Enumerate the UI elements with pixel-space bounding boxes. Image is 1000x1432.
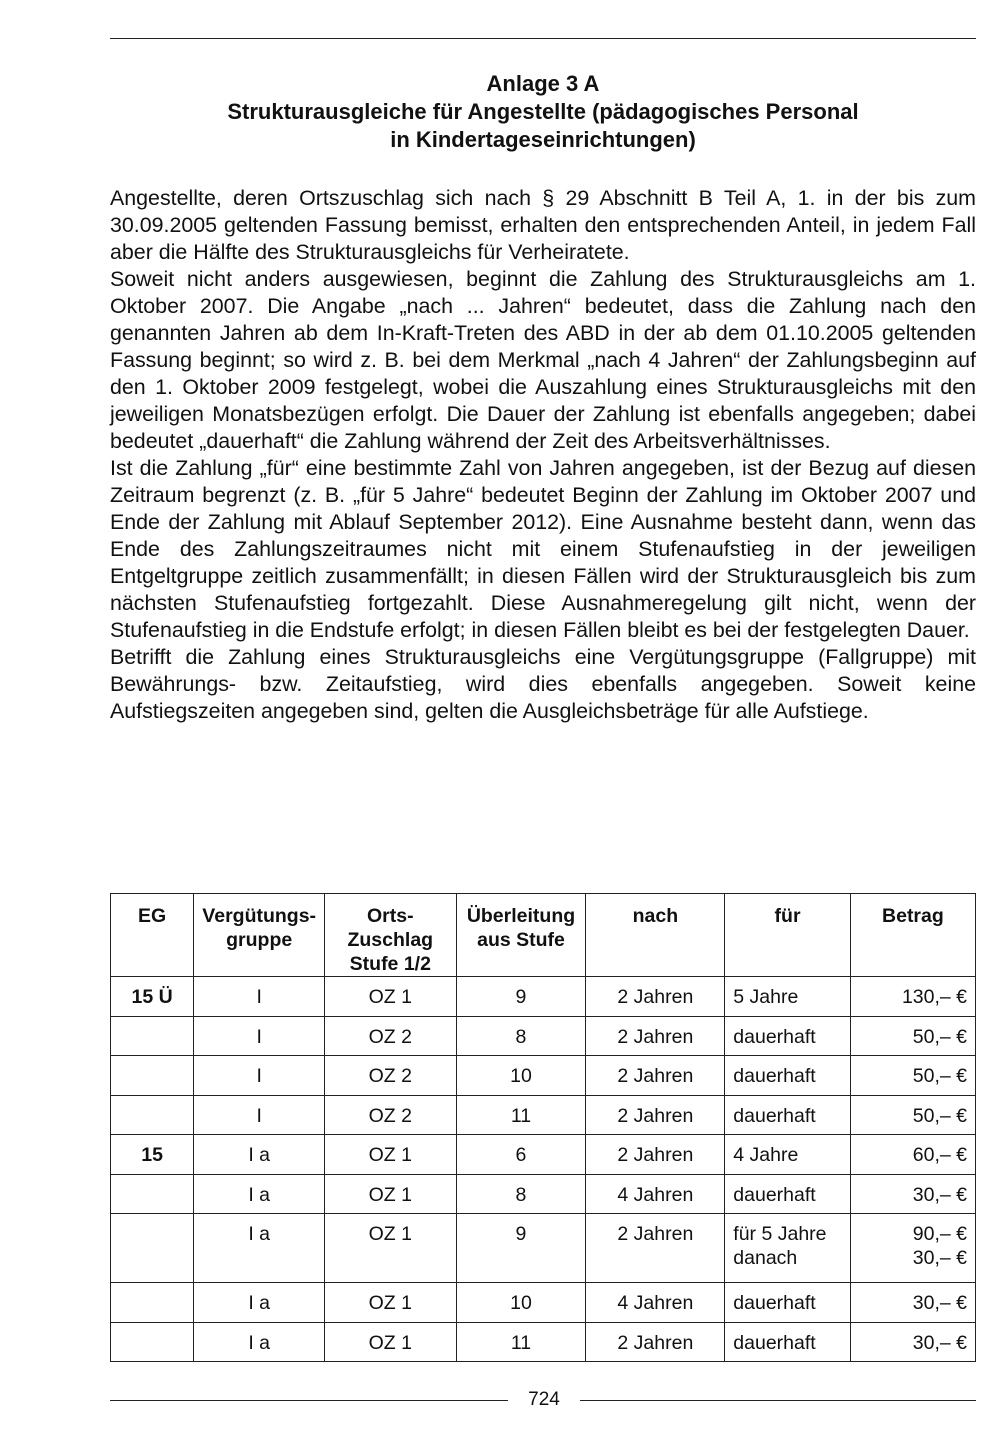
cell-ortszuschlag: OZ 1	[325, 1283, 456, 1323]
header-ueberleitung: Überleitung aus Stufe	[456, 894, 586, 977]
cell-ortszuschlag: OZ 2	[325, 1016, 456, 1056]
title-line-2: Strukturausgleiche für Angestellte (pädagogisches Personal	[227, 99, 859, 124]
cell-eg	[111, 1174, 194, 1214]
top-rule	[110, 38, 976, 39]
table-row	[111, 1056, 976, 1096]
cell-verguetungsgruppe: I a	[194, 1214, 325, 1283]
cell-nach: 2 Jahren	[586, 1322, 725, 1362]
cell-betrag	[850, 1214, 975, 1283]
cell-fuer: dauerhaft	[725, 1322, 851, 1362]
table-row	[111, 1283, 976, 1323]
table-row	[111, 1095, 976, 1135]
cell-verguetungsgruppe: I a	[194, 1283, 325, 1323]
table-row	[111, 1135, 976, 1175]
cell-eg	[111, 1283, 194, 1323]
cell-stufe: 6	[456, 1135, 586, 1175]
cell-eg: 15	[111, 1135, 194, 1175]
table-row	[111, 1214, 976, 1283]
cell-eg	[111, 1056, 194, 1096]
header-betrag: Betrag	[850, 894, 975, 977]
header-fuer: für	[725, 894, 851, 977]
cell-ortszuschlag: OZ 1	[325, 1174, 456, 1214]
cell-eg	[111, 1095, 194, 1135]
cell-fuer: dauerhaft	[725, 1016, 851, 1056]
title-line-3: in Kindertageseinrichtungen)	[390, 127, 696, 152]
cell-stufe: 9	[456, 1214, 586, 1283]
cell-fuer	[725, 1214, 851, 1283]
paragraph-1: Angestellte, deren Ortszuschlag sich nach § 29 Abschnitt B Teil A, 1. in der bis zum 30.09.2005 geltenden Fassung bemisst, erhalten den entsprechenden Anteil, in jedem Fall aber die Hälfte des Strukturausgleichs für Verheiratete.	[110, 186, 976, 264]
cell-verguetungsgruppe: I a	[194, 1174, 325, 1214]
cell-nach: 4 Jahren	[586, 1174, 725, 1214]
cell-verguetungsgruppe: I a	[194, 1322, 325, 1362]
cell-nach: 2 Jahren	[586, 1095, 725, 1135]
cell-stufe: 8	[456, 1174, 586, 1214]
header-ortszuschlag: Orts- Zuschlag Stufe 1/2	[325, 894, 456, 977]
strukturausgleich-table	[110, 893, 976, 1362]
cell-verguetungsgruppe: I	[194, 977, 325, 1017]
cell-verguetungsgruppe: I	[194, 1095, 325, 1135]
cell-betrag: 30,– €	[850, 1322, 975, 1362]
cell-fuer-line-2: danach	[733, 1247, 798, 1269]
cell-ortszuschlag: OZ 1	[325, 1322, 456, 1362]
cell-ortszuschlag: OZ 1	[325, 1214, 456, 1283]
cell-fuer-line-1: für 5 Jahre	[733, 1223, 827, 1245]
footer-rule-left	[110, 1400, 508, 1401]
cell-eg	[111, 1322, 194, 1362]
cell-betrag: 60,– €	[850, 1135, 975, 1175]
cell-verguetungsgruppe: I	[194, 1016, 325, 1056]
table-row	[111, 1322, 976, 1362]
page-footer	[110, 1389, 976, 1413]
cell-nach: 2 Jahren	[586, 1056, 725, 1096]
cell-stufe: 11	[456, 1095, 586, 1135]
cell-betrag: 30,– €	[850, 1283, 975, 1323]
cell-fuer: 5 Jahre	[725, 977, 851, 1017]
cell-fuer: dauerhaft	[725, 1056, 851, 1096]
paragraph-4: Betrifft die Zahlung eines Strukturausgleichs eine Vergütungsgruppe (Fallgruppe) mit Bewährungs- bzw. Zeitaufstieg, wird dies ebenfalls angegeben. Soweit keine Aufstiegszeiten angegeben sind, gelten die Ausgleichsbeträge für alle Aufstiege.	[110, 645, 976, 723]
page-number: 724	[528, 1389, 560, 1410]
cell-eg: 15 Ü	[111, 977, 194, 1017]
cell-betrag: 50,– €	[850, 1056, 975, 1096]
cell-nach: 2 Jahren	[586, 1016, 725, 1056]
cell-betrag: 50,– €	[850, 1016, 975, 1056]
header-verguetungsgruppe: Vergütungs- gruppe	[194, 894, 325, 977]
table-row	[111, 1174, 976, 1214]
cell-ortszuschlag: OZ 1	[325, 977, 456, 1017]
cell-verguetungsgruppe: I a	[194, 1135, 325, 1175]
cell-ortszuschlag: OZ 1	[325, 1135, 456, 1175]
cell-fuer: dauerhaft	[725, 1283, 851, 1323]
table-row	[111, 977, 976, 1017]
cell-stufe: 10	[456, 1056, 586, 1096]
cell-eg	[111, 1016, 194, 1056]
cell-nach: 4 Jahren	[586, 1283, 725, 1323]
cell-verguetungsgruppe: I	[194, 1056, 325, 1096]
cell-fuer: dauerhaft	[725, 1174, 851, 1214]
cell-nach: 2 Jahren	[586, 1135, 725, 1175]
cell-nach: 2 Jahren	[586, 977, 725, 1017]
cell-stufe: 8	[456, 1016, 586, 1056]
header-nach: nach	[586, 894, 725, 977]
cell-ortszuschlag: OZ 2	[325, 1056, 456, 1096]
cell-fuer: dauerhaft	[725, 1095, 851, 1135]
cell-betrag: 30,– €	[850, 1174, 975, 1214]
cell-stufe: 11	[456, 1322, 586, 1362]
cell-fuer: 4 Jahre	[725, 1135, 851, 1175]
footer-rule-right	[580, 1400, 976, 1401]
title-line-1: Anlage 3 A	[486, 71, 600, 96]
table-row	[111, 1016, 976, 1056]
body-text	[110, 185, 976, 725]
paragraph-2: Soweit nicht anders ausgewiesen, beginnt die Zahlung des Strukturausgleichs am 1. Oktober 2007. Die Angabe „nach ... Jahren“ bedeutet, dass die Zahlung nach den genannten Jahren ab dem In-Kraft-Treten des ABD in der ab dem 01.10.2005 geltenden Fassung beginnt; so wird z. B. bei dem Merkmal „nach 4 Jahren“ der Zahlungsbeginn auf den 1. Oktober 2009 festgelegt, wobei die Auszahlung eines Strukturausgleichs mit den jeweiligen Monatsbezügen erfolgt. Die Dauer der Zahlung ist ebenfalls angegeben; dabei bedeutet „dauerhaft“ die Zahlung während der Zeit des Arbeitsverhältnisses.	[110, 267, 976, 453]
cell-stufe: 10	[456, 1283, 586, 1323]
cell-nach: 2 Jahren	[586, 1214, 725, 1283]
paragraph-3: Ist die Zahlung „für“ eine bestimmte Zahl von Jahren angegeben, ist der Bezug auf diesen Zeitraum begrenzt (z. B. „für 5 Jahre“ bedeutet Beginn der Zahlung im Oktober 2007 und Ende der Zahlung mit Ablauf September 2012). Eine Ausnahme besteht dann, wenn das Ende des Zahlungszeitraumes nicht mit einem Stufenaufstieg in der jeweiligen Entgeltgruppe zeitlich zusammenfällt; in diesen Fällen wird der Strukturausgleich bis zum nächsten Stufenaufstieg fortgezahlt. Diese Ausnahmeregelung gilt nicht, wenn der Stufenaufstieg in die Endstufe erfolgt; in diesen Fällen bleibt es bei der festgelegten Dauer.	[110, 456, 976, 642]
cell-betrag: 50,– €	[850, 1095, 975, 1135]
table-header-row	[111, 894, 976, 977]
cell-betrag-line-2: 30,– €	[912, 1247, 967, 1269]
cell-betrag: 130,– €	[850, 977, 975, 1017]
cell-ortszuschlag: OZ 2	[325, 1095, 456, 1135]
cell-betrag-line-1: 90,– €	[912, 1223, 967, 1245]
cell-stufe: 9	[456, 977, 586, 1017]
cell-eg	[111, 1214, 194, 1283]
page-title	[110, 70, 976, 154]
header-eg: EG	[111, 894, 194, 977]
